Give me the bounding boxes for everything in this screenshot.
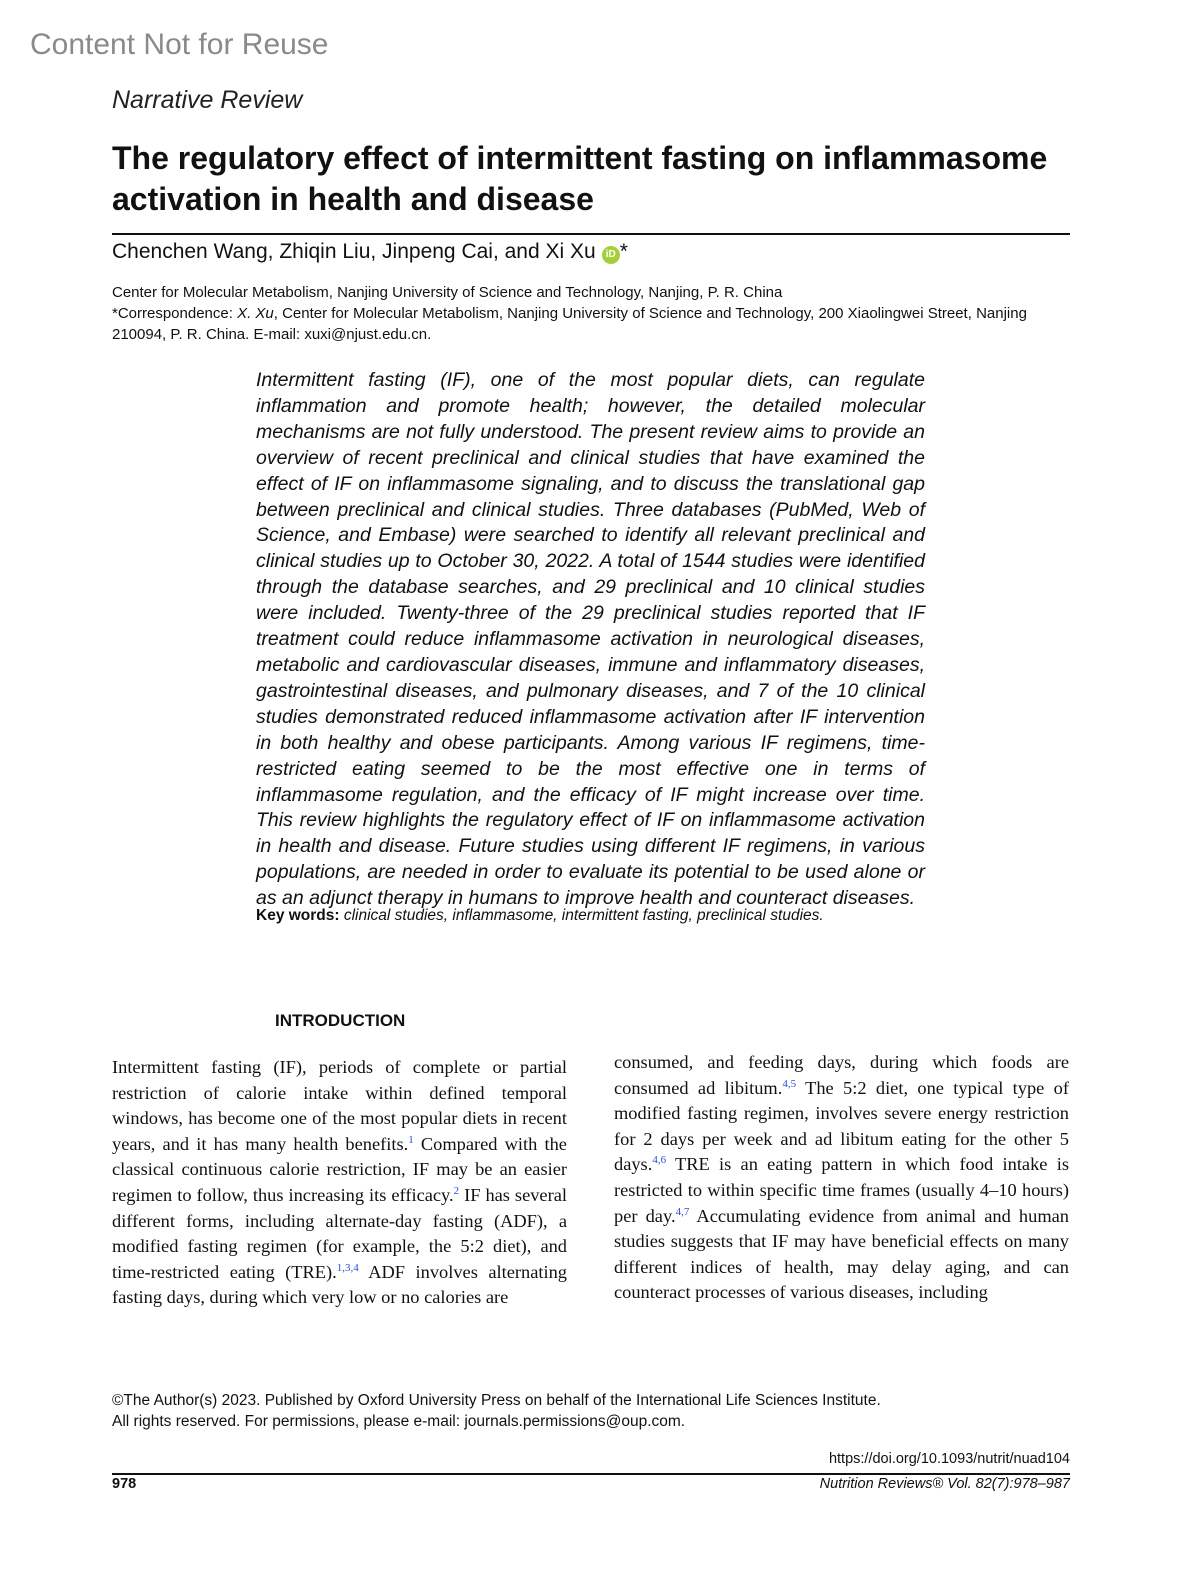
body-text: Intermittent fasting (IF), periods of complete or partial restriction of calorie intake within defined temporal windows, has become one of the most popular diets in recent years, and it has many health benefits. [112, 1057, 567, 1154]
orcid-icon[interactable]: iD [602, 246, 620, 264]
citation-link[interactable]: 2 [453, 1184, 460, 1197]
body-column-right [614, 1050, 1069, 1306]
body-text: ADF involves alternating fasting days, during which very low or no calories are [112, 1261, 567, 1308]
journal-citation: Nutrition Reviews® Vol. 82(7):978–987 [819, 1476, 1070, 1492]
author-list [112, 240, 628, 264]
body-column-left [112, 1055, 567, 1311]
footer-divider [112, 1473, 1070, 1475]
author-names: Chenchen Wang, Zhiqin Liu, Jinpeng Cai, and Xi Xu [112, 240, 596, 263]
header-divider [112, 233, 1070, 235]
citation-link[interactable]: 4,5 [782, 1077, 797, 1090]
body-text: IF has several different forms, including alternate-day fasting (ADF), a modified fasting regimen (for example, the 5:2 diet), and time-restricted eating (TRE). [112, 1184, 567, 1282]
copyright-notice: ©The Author(s) 2023. Published by Oxford University Press on behalf of the International Life Sciences Institute. [112, 1392, 881, 1409]
body-text: Compared with the classical continuous calorie restriction, IF may be an easier regimen to follow, thus increasing its efficacy. [112, 1133, 567, 1205]
correspondence [112, 303, 1072, 345]
body-text: Accumulating evidence from animal and human studies suggests that IF may have beneficial effects on many different indices of health, may delay aging, and can counteract processes of various diseases, including [614, 1205, 1069, 1303]
correspondence-prefix: *Correspondence: [112, 305, 238, 322]
body-text: The 5:2 diet, one typical type of modified fasting regimen, involves severe energy restriction for 2 days per week and ad libitum eating for the other 5 days. [614, 1077, 1069, 1175]
watermark: Content Not for Reuse [30, 28, 329, 61]
correspondence-text: , Center for Molecular Metabolism, Nanjing University of Science and Technology, 200 Xiaolingwei Street, Nanjing 210094, P. R. China. E-mail: xuxi@njust.edu.cn. [112, 305, 1027, 343]
page-number: 978 [112, 1476, 137, 1492]
citation-link[interactable]: 1,3,4 [336, 1261, 359, 1274]
citation-link[interactable]: 4,6 [652, 1154, 667, 1167]
keywords [256, 907, 956, 925]
section-heading-introduction: INTRODUCTION [275, 1011, 406, 1030]
corresponding-author-marker: * [619, 240, 628, 263]
body-text: consumed, and feeding days, during which foods are consumed ad libitum. [614, 1052, 1069, 1098]
doi-link[interactable]: https://doi.org/10.1093/nutrit/nuad104 [828, 1451, 1070, 1467]
permissions-notice: All rights reserved. For permissions, please e-mail: journals.permissions@oup.com. [112, 1413, 686, 1430]
citation-link[interactable]: 4,7 [675, 1205, 690, 1218]
citation-link[interactable]: 1 [408, 1133, 414, 1146]
abstract: Intermittent fasting (IF), one of the most popular diets, can regulate inflammation and promote health; however, the detailed molecular mechanisms are not fully understood. The present review aims to provide an overview of recent preclinical and clinical studies that have examined the effect of IF on inflammasome signaling, and to discuss the translational gap between preclinical and clinical studies. Three databases (PubMed, Web of Science, and Embase) were searched to identify all relevant preclinical and clinical studies up to October 30, 2022. A total of 1544 studies were identified through the database searches, and 29 preclinical and 10 clinical studies were included. Twenty-three of the 29 preclinical studies reported that IF treatment could reduce inflammasome activation in neurological diseases, metabolic and cardiovascular diseases, immune and inflammatory diseases, gastrointestinal diseases, and pulmonary diseases, and 7 of the 10 clinical studies demonstrated reduced inflammasome activation after IF intervention in both healthy and obese participants. Among various IF regimens, time-restricted eating seemed to be the most effective one in terms of inflammasome regulation, and the efficacy of IF might increase over time. This review highlights the regulatory effect of IF on inflammasome activation in health and disease. Future studies using different IF regimens, in various populations, are needed in order to evaluate its potential to be used alone or as an adjunct therapy in humans to improve health and counteract diseases. [256, 369, 925, 910]
body-text: TRE is an eating pattern in which food intake is restricted to within specific time frames (usually 4–10 hours) per day. [614, 1154, 1069, 1226]
article-type: Narrative Review [112, 86, 303, 114]
keywords-label: Key words: [256, 907, 344, 924]
affiliation: Center for Molecular Metabolism, Nanjing University of Science and Technology, Nanjing, P. R. China [112, 284, 783, 301]
keywords-text: clinical studies, inflammasome, intermittent fasting, preclinical studies. [343, 907, 824, 924]
article-title: The regulatory effect of intermittent fasting on inflammasome activation in health and disease [112, 140, 1048, 217]
correspondence-name: X. Xu [237, 305, 274, 322]
